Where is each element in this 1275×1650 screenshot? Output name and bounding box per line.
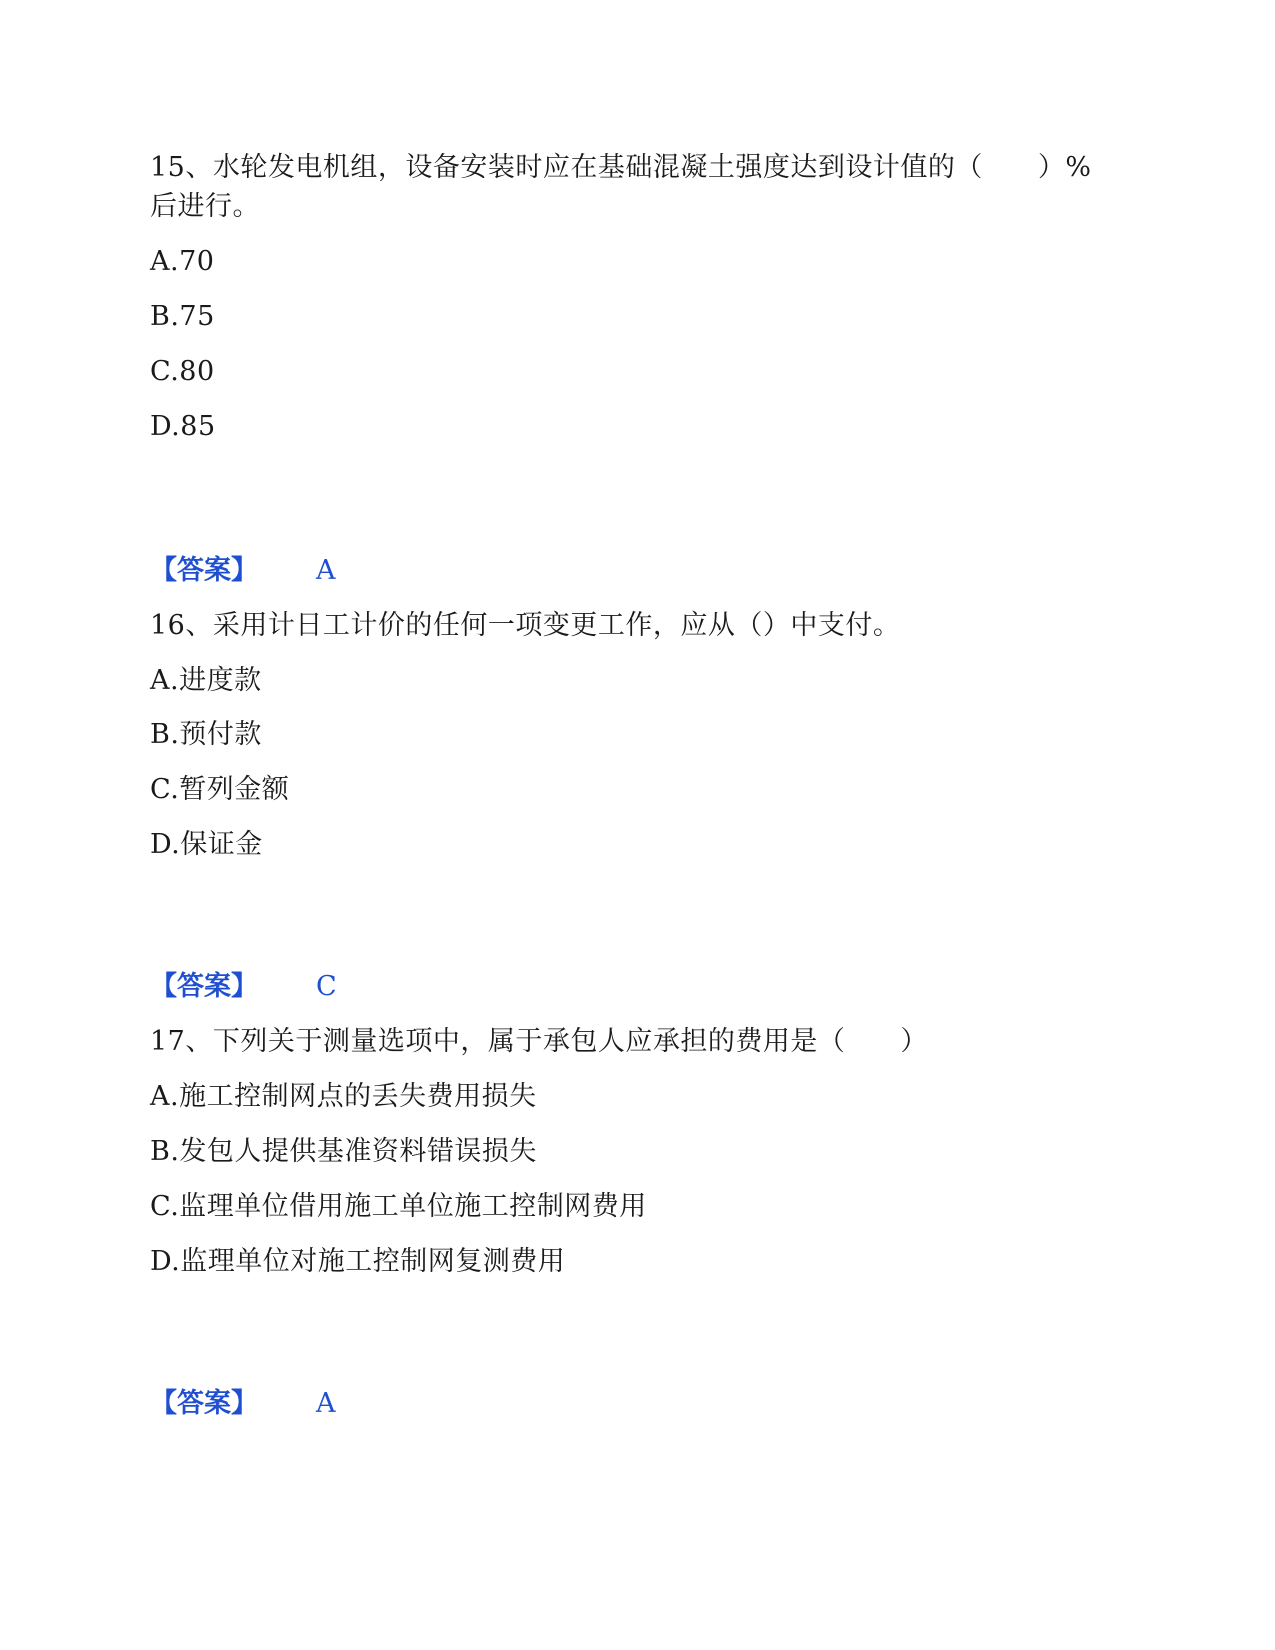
answer-value: A [316,1388,336,1419]
question-15-option-a: A.70 [150,246,215,277]
question-16-text-line1: 16、采用计日工计价的任何一项变更工作，应从（）中支付。 [150,610,901,641]
answer-tag: 【答案】 [150,971,258,1002]
question-17-text-line1: 17、下列关于测量选项中，属于承包人应承担的费用是（ ） [150,1026,928,1057]
question-15-option-c: C.80 [150,356,215,387]
question-16-option-b: B.预付款 [150,719,262,750]
answer-tag: 【答案】 [150,555,258,586]
question-15-text-line1: 15、水轮发电机组，设备安装时应在基础混凝土强度达到设计值的（ ）% [150,152,1092,183]
question-17-option-c: C.监理单位借用施工单位施工控制网费用 [150,1191,647,1222]
answer-tag: 【答案】 [150,1388,258,1419]
question-15-option-b: B.75 [150,301,215,332]
question-16-option-c: C.暂列金额 [150,774,290,805]
question-17-option-a: A.施工控制网点的丢失费用损失 [150,1081,537,1112]
question-15-option-d: D.85 [150,411,216,442]
question-17-option-b: B.发包人提供基准资料错误损失 [150,1136,537,1167]
question-15-answer [150,554,336,588]
question-16-option-d: D.保证金 [150,829,263,860]
question-17-option-d: D.监理单位对施工控制网复测费用 [150,1246,566,1277]
question-15-text-line2: 后进行。 [150,191,260,222]
question-17-answer [150,1387,336,1421]
question-16-answer [150,970,337,1004]
answer-value: C [316,971,337,1002]
answer-value: A [316,555,336,586]
question-16-option-a: A.进度款 [150,665,262,696]
